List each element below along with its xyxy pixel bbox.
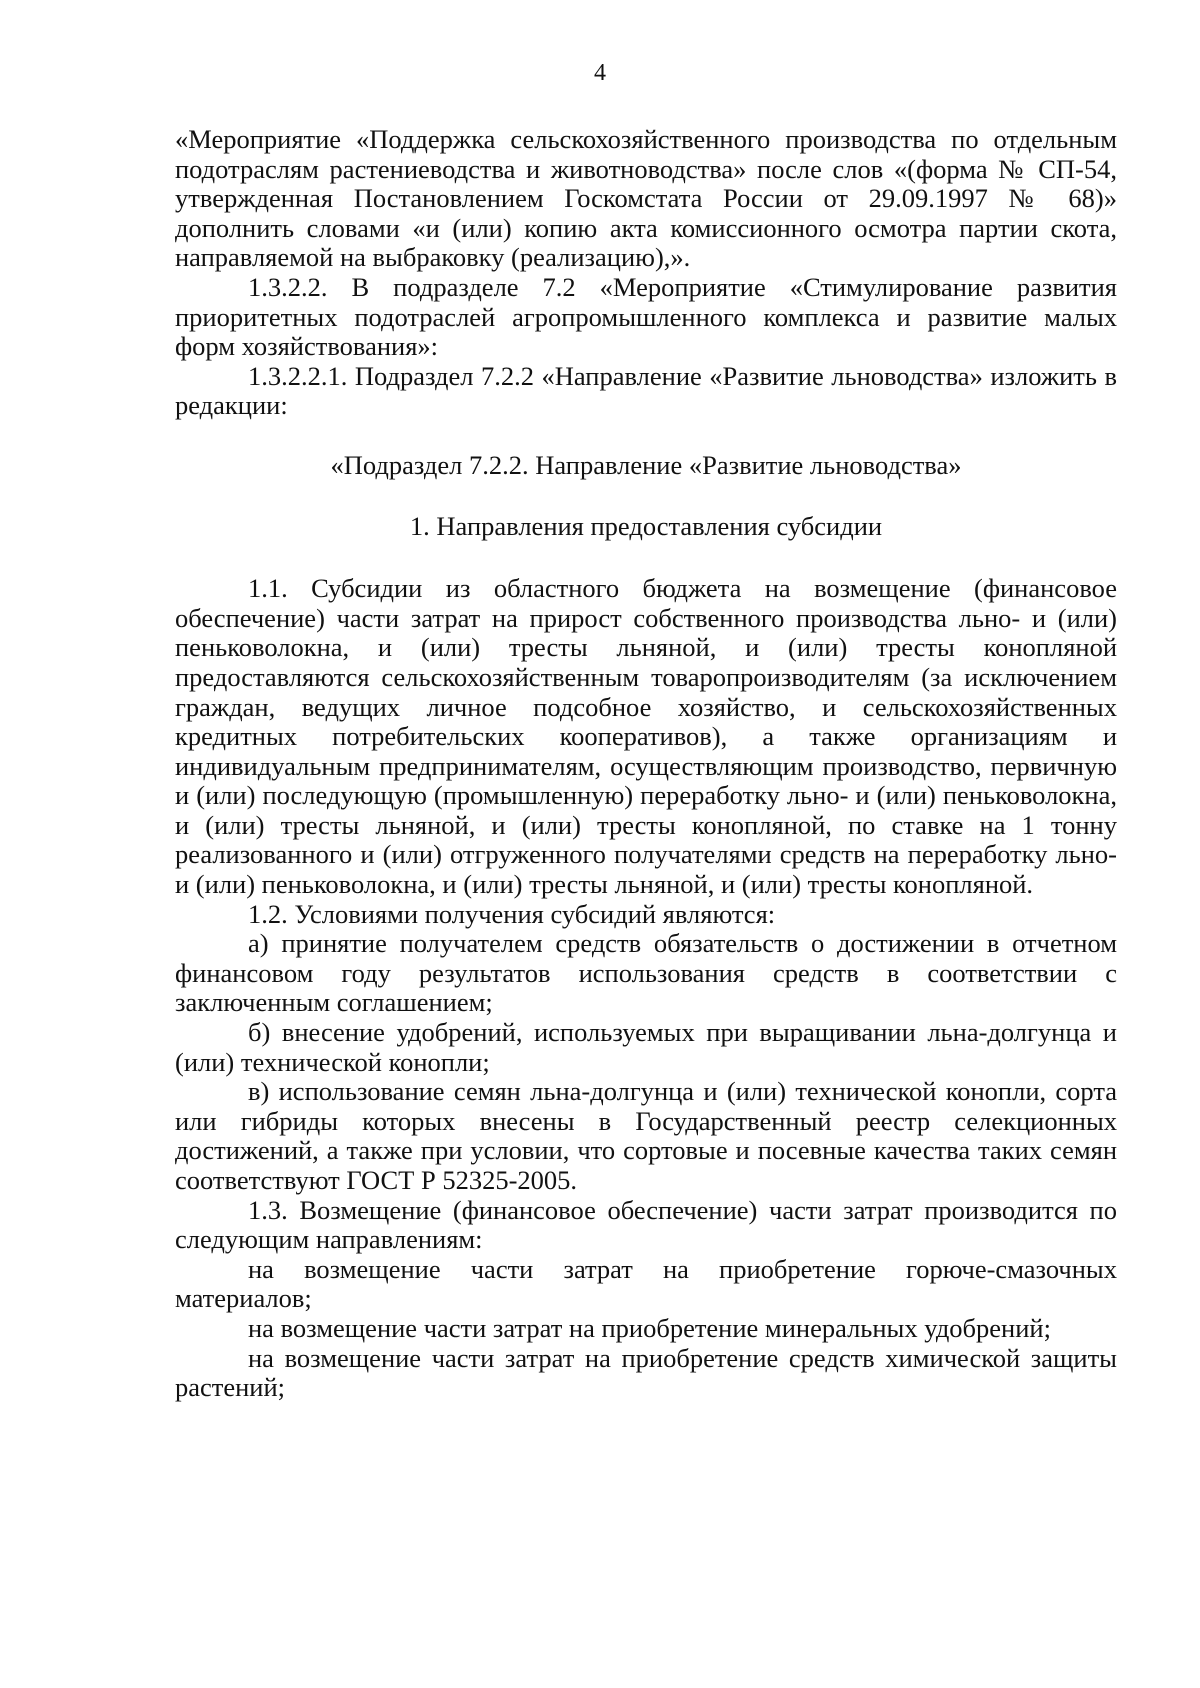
paragraph-1-1: 1.1. Субсидии из областного бюджета на возмещение (финансовое обеспечение) части затрат на прирост собственного производства льно- и (или) пеньковолокна, и (или) тресты льняной, и (или) тресты конопляной предоставляются сельскохозяйственным товаропроизводителям (за исключением граждан, ведущих личное подсобное хозяйство, и сельскохозяйственных кредитных потребительских кооперативов), а также организациям и индивидуальным предпринимателям, осуществляющим производство, первичную и (или) последующую (промышленную) переработку льно- и (или) пеньковолокна, и (или) тресты льняной, и (или) тресты конопляной, по ставке на 1 тонну реализованного и (или) отгруженного получателями средств на переработку льно- и (или) пеньковолокна, и (или) тресты льняной, и (или) тресты конопляной. — [175, 573, 1117, 900]
paragraph-1-3-2-2: 1.3.2.2. В подразделе 7.2 «Мероприятие «Стимулирование развития приоритетных подотраслей агропромышленного комплекса и развитие малых форм хозяйствования»: — [175, 271, 1117, 362]
direction-fertilizers: на возмещение части затрат на приобретение минеральных удобрений; — [248, 1312, 1051, 1343]
direction-plant-protection: на возмещение части затрат на приобретение средств химической защиты растений; — [175, 1342, 1117, 1403]
subsection-title: «Подраздел 7.2.2. Направление «Развитие льноводства» — [330, 449, 962, 480]
section-heading: 1. Направления предоставления субсидии — [409, 510, 883, 541]
paragraph-1-2: 1.2. Условиями получения субсидий являются: — [248, 898, 776, 929]
direction-fuel: на возмещение части затрат на приобретение горюче-смазочных материалов; — [175, 1253, 1117, 1314]
paragraph-1-3: 1.3. Возмещение (финансовое обеспечение) части затрат производится по следующим направлениям: — [175, 1194, 1117, 1255]
condition-a: а) принятие получателем средств обязательств о достижении в отчетном финансовом году результатов использования средств в соответствии с заключенным соглашением; — [175, 928, 1117, 1018]
page-number: 4 — [594, 60, 606, 86]
document-body — [175, 125, 1117, 1403]
paragraph-intro-amendment: «Мероприятие «Поддержка сельскохозяйственного производства по отдельным подотраслям растениеводства и животноводства» после слов «(форма № СП-54, утвержденная Постановлением Госкомстата России от 29.09.1997 № 68)» дополнить словами «и (или) копию акта комиссионного осмотра партии скота, направляемой на выбраковку (реализацию),». — [175, 124, 1117, 273]
condition-b: б) внесение удобрений, используемых при выращивании льна-долгунца и (или) технической конопли; — [175, 1017, 1117, 1077]
paragraph-1-3-2-2-1: 1.3.2.2.1. Подраздел 7.2.2 «Направление «Развитие льноводства» изложить в редакции: — [175, 360, 1117, 421]
condition-v: в) использование семян льна-долгунца и (или) технической конопли, сорта или гибриды которых внесены в Государственный реестр селекционных достижений, а также при условии, что сортовые и посевные качества таких семян соответствуют ГОСТ Р 52325-2005. — [175, 1076, 1117, 1195]
